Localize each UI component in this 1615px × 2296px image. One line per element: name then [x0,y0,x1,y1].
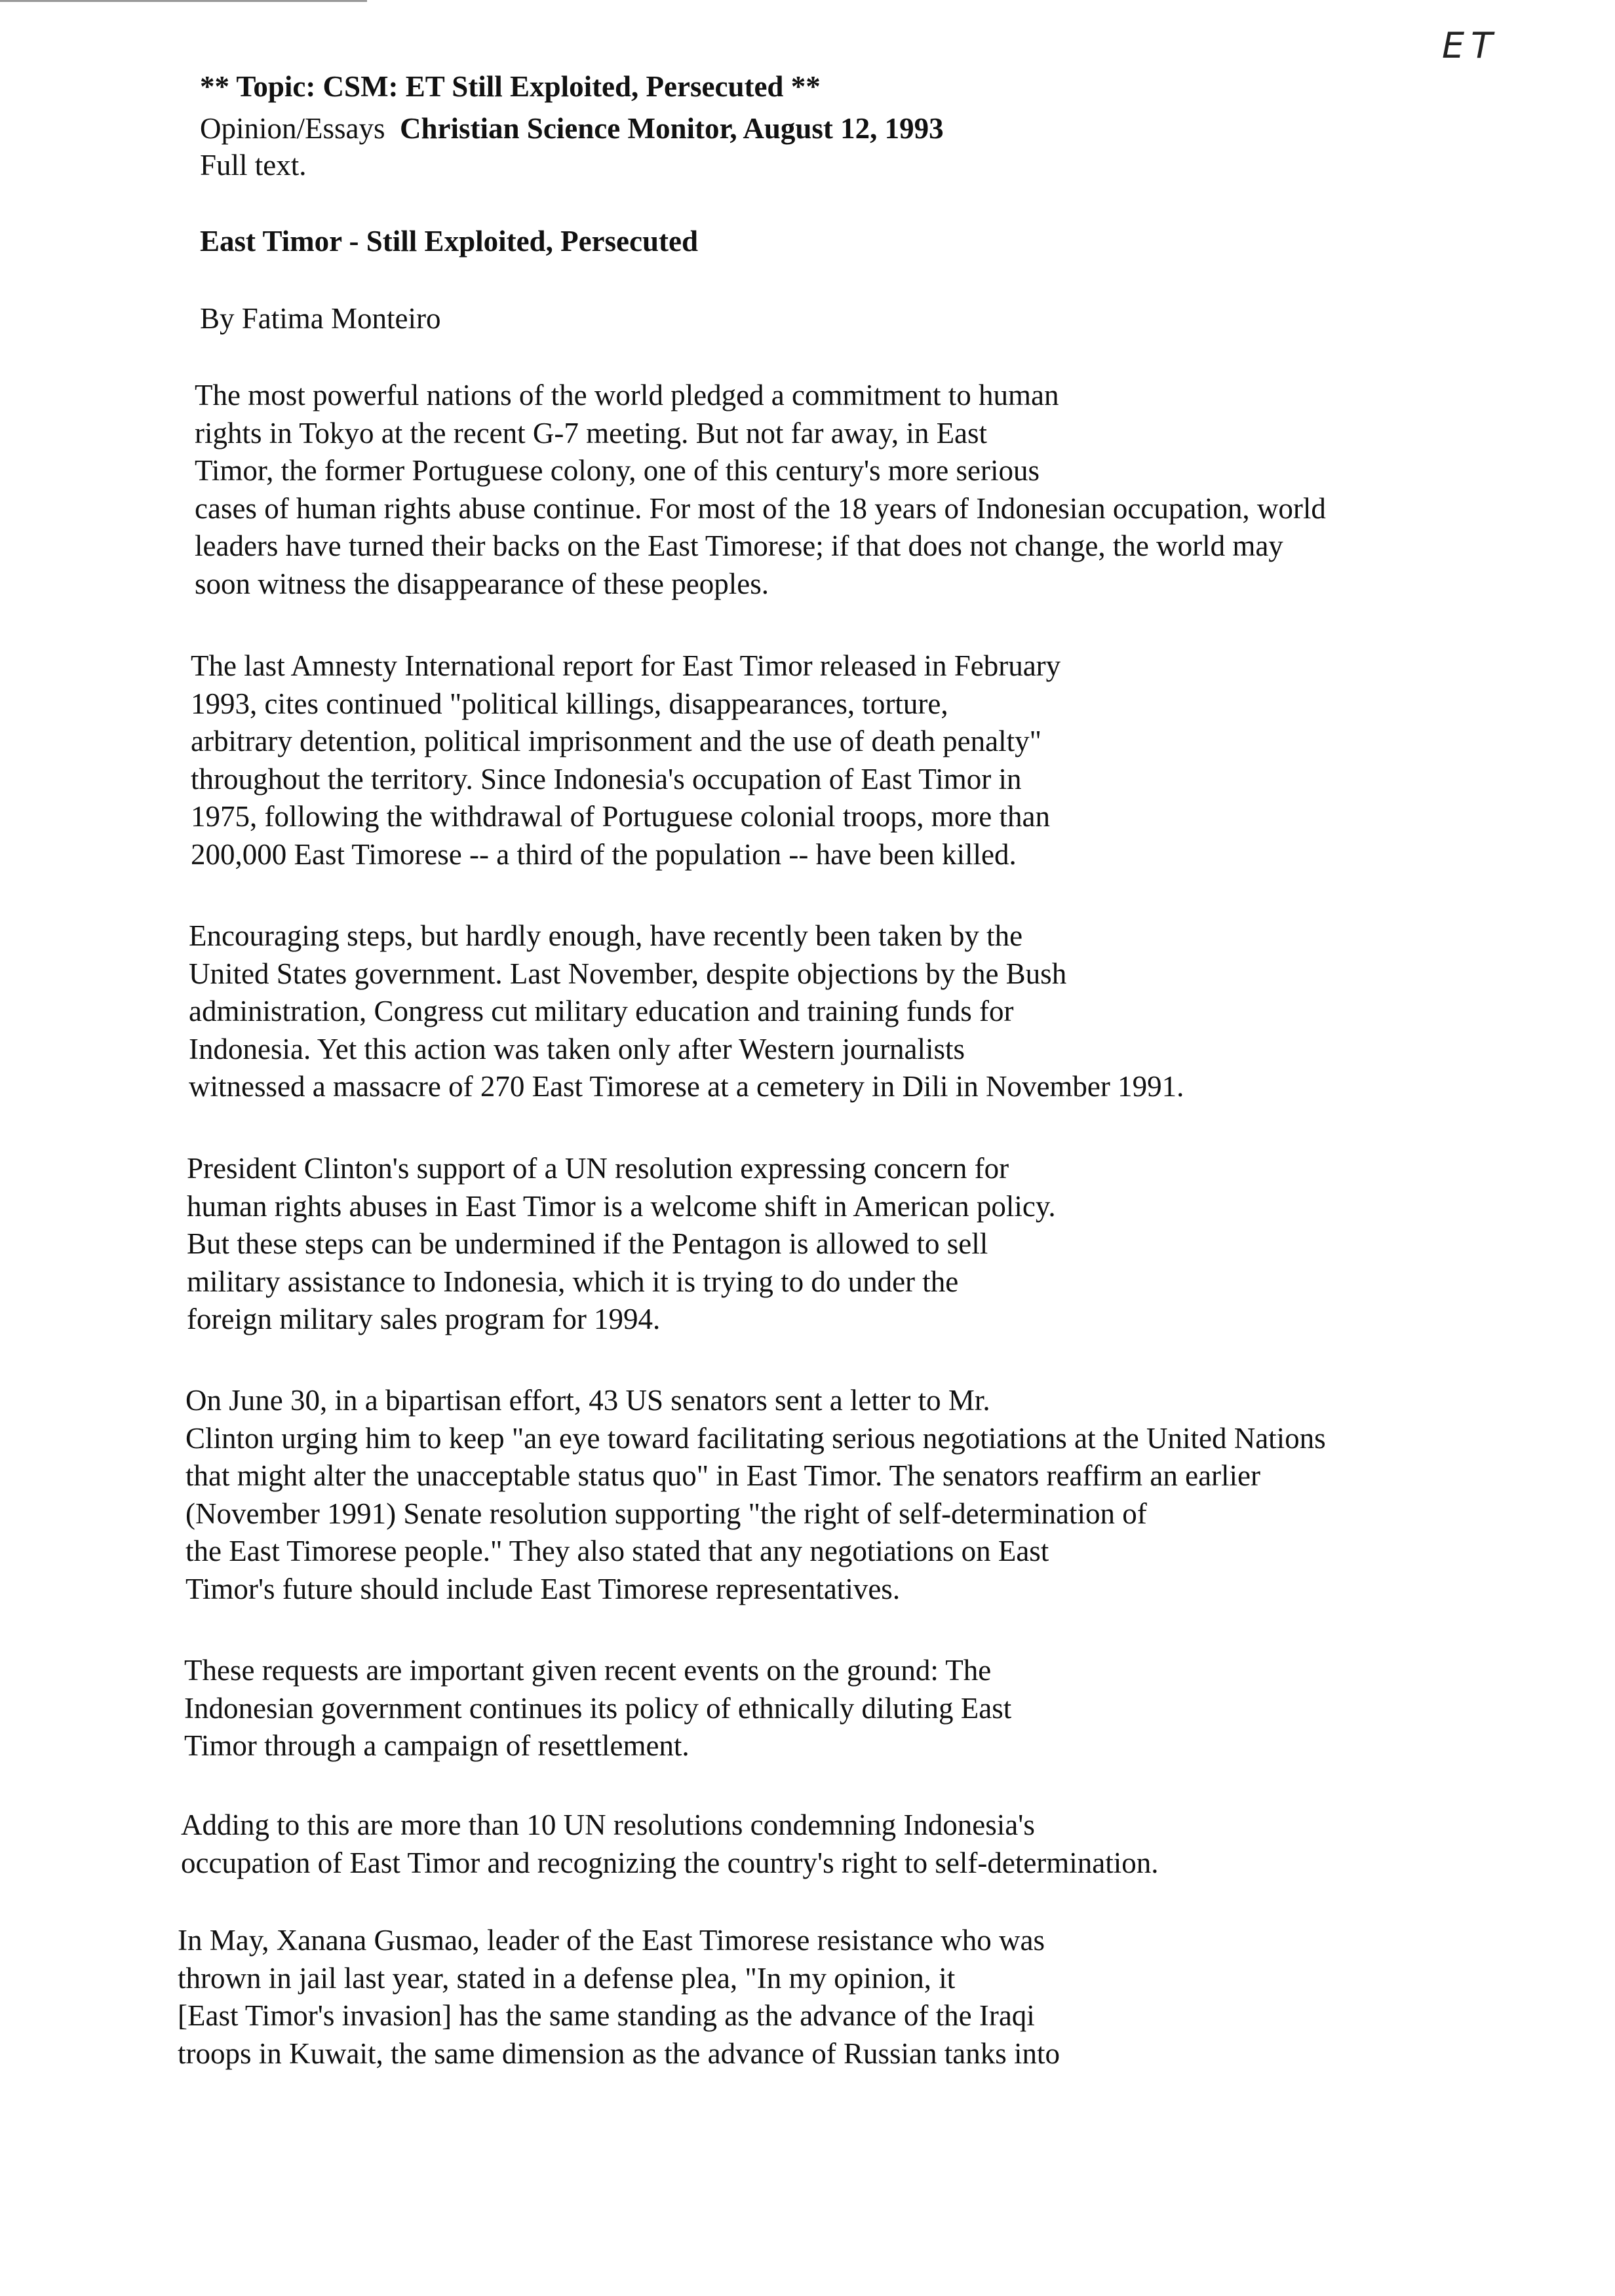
body-line: thrown in jail last year, stated in a defense plea, "In my opinion, it [178,1961,956,1995]
body-line: Clinton urging him to keep "an eye toward facilitating serious negotiations at the United Nations [185,1421,1326,1455]
section-label: Opinion/Essays [200,112,385,145]
handwritten-margin-note: ET [1442,25,1500,66]
body-line: Adding to this are more than 10 UN resolutions condemning Indonesia's [181,1808,1035,1841]
body-line: throughout the territory. Since Indonesia's occupation of East Timor in [191,762,1022,795]
body-line: Timor, the former Portuguese colony, one of this century's more serious [195,454,1040,487]
body-line: occupation of East Timor and recognizing the country's right to self-determination. [181,1846,1159,1879]
body-line: 1993, cites continued "political killings, disappearances, torture, [191,687,948,720]
body-line: 1975, following the withdrawal of Portuguese colonial troops, more than [191,800,1050,833]
body-line: Indonesian government continues its policy of ethnically diluting East [184,1691,1012,1725]
body-line: soon witness the disappearance of these peoples. [195,567,769,600]
body-line: arbitrary detention, political imprisonment and the use of death penalty" [191,725,1041,757]
body-line: The most powerful nations of the world pledged a commitment to human [195,379,1059,411]
body-line: These requests are important given recent events on the ground: The [184,1654,992,1687]
body-line: troops in Kuwait, the same dimension as the advance of Russian tanks into [178,2037,1060,2070]
body-line: cases of human rights abuse continue. For most of the 18 years of Indonesian occupation, world [195,491,1326,525]
body-line: rights in Tokyo at the recent G-7 meeting. But not far away, in East [195,416,988,450]
body-line: Timor's future should include East Timorese representatives. [185,1572,901,1605]
body-line: United States government. Last November, despite objections by the Bush [189,957,1067,990]
body-line: administration, Congress cut military education and training funds for [189,995,1014,1027]
body-line: But these steps can be undermined if the Pentagon is allowed to sell [187,1227,988,1260]
topic-line: ** Topic: CSM: ET Still Exploited, Persecuted ** [200,70,821,103]
body-line: (November 1991) Senate resolution supporting "the right of self-determination of [185,1497,1147,1530]
article-title: East Timor - Still Exploited, Persecuted [200,225,698,258]
body-line: Timor through a campaign of resettlement. [184,1729,690,1762]
body-line: The last Amnesty International report for East Timor released in February [191,649,1061,682]
source-label: Christian Science Monitor, August 12, 1993 [400,112,944,145]
body-line: Indonesia. Yet this action was taken only after Western journalists [189,1032,965,1065]
body-line: military assistance to Indonesia, which it is trying to do under the [187,1265,959,1298]
scan-edge-line [0,0,367,2]
body-line: leaders have turned their backs on the East Timorese; if that does not change, the world may [195,529,1283,562]
fulltext-label: Full text. [200,149,307,182]
body-line: [East Timor's invasion] has the same standing as the advance of the Iraqi [178,1999,1035,2032]
body-line: In May, Xanana Gusmao, leader of the East Timorese resistance who was [178,1924,1045,1957]
byline: By Fatima Monteiro [200,302,441,335]
body-line: human rights abuses in East Timor is a welcome shift in American policy. [187,1189,1056,1223]
body-line: the East Timorese people." They also stated that any negotiations on East [185,1535,1049,1567]
source-line [200,110,944,147]
body-line: foreign military sales program for 1994. [187,1303,661,1335]
body-line: On June 30, in a bipartisan effort, 43 US senators sent a letter to Mr. [185,1384,990,1417]
body-line: that might alter the unacceptable status quo" in East Timor. The senators reaffirm an earlier [185,1459,1260,1492]
body-line: 200,000 East Timorese -- a third of the population -- have been killed. [191,837,1017,871]
body-line: witnessed a massacre of 270 East Timorese at a cemetery in Dili in November 1991. [189,1070,1184,1103]
body-line: Encouraging steps, but hardly enough, have recently been taken by the [189,919,1023,952]
body-line: President Clinton's support of a UN resolution expressing concern for [187,1152,1009,1185]
